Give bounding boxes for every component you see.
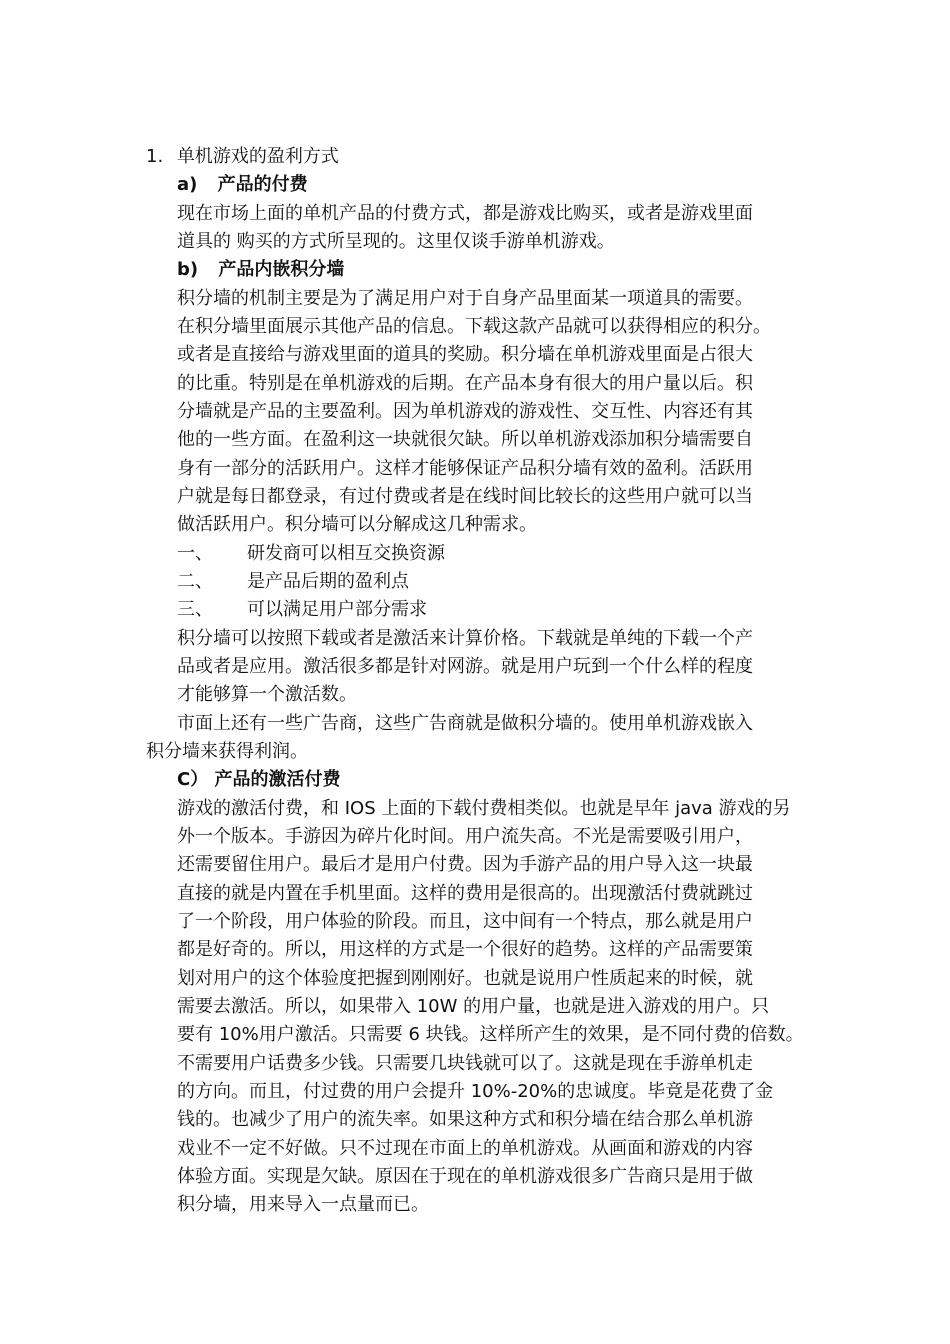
section-b-line: 他的一些方面。在盈利这一块就很欠缺。所以单机游戏添加积分墙需要自 [177, 429, 753, 450]
section-b-line: 身有一部分的活跃用户。这样才能够保证产品积分墙有效的盈利。活跃用 [177, 458, 753, 479]
list-marker: 一、 [177, 543, 213, 564]
section-c-line: 积分墙，用来导入一点量而已。 [177, 1194, 429, 1215]
section-c-heading [177, 766, 341, 794]
section-b-line: 户就是每日都登录，有过付费或者是在线时间比较长的这些用户就可以当 [177, 486, 753, 507]
section-c-line: 还需要留住用户。最后才是用户付费。因为手游产品的用户导入这一块最 [177, 854, 753, 875]
section-b-marker: b) [177, 259, 199, 280]
section-b-line: 积分墙的机制主要是为了满足用户对于自身产品里面某一项道具的需要。 [177, 288, 753, 309]
section-b-line: 品或者是应用。激活很多都是针对网游。就是用户玩到一个什么样的程度 [177, 656, 753, 677]
section-b-line: 分墙就是产品的主要盈利。因为单机游戏的游戏性、交互性、内容还有其 [177, 401, 753, 422]
section-c-line: 划对用户的这个体验度把握到刚刚好。也就是说用户性质起来的时候，就 [177, 968, 753, 989]
section-c-line: 需要去激活。所以，如果带入 10W 的用户量，也就是进入游戏的用户。只 [177, 996, 770, 1017]
section-c-title: 产品的激活付费 [214, 769, 341, 790]
list-item [177, 540, 445, 568]
section-c-line: 外一个版本。手游因为碎片化时间。用户流失高。不光是需要吸引用户， [177, 826, 753, 847]
section-a-line: 道具的 购买的方式所呈现的。这里仅谈手游单机游戏。 [177, 231, 615, 252]
section-c-line: 直接的就是内置在手机里面。这样的费用是很高的。出现激活付费就跳过 [177, 883, 753, 904]
section-a-line: 现在市场上面的单机产品的付费方式，都是游戏比购买，或者是游戏里面 [177, 203, 753, 224]
section-a-marker: a) [177, 174, 198, 195]
section-c-line: 不需要用户话费多少钱。只需要几块钱就可以了。这就是现在手游单机走 [177, 1053, 753, 1074]
list-item [177, 596, 427, 624]
section-b-title: 产品内嵌积分墙 [218, 259, 345, 280]
list-text: 是产品后期的盈利点 [247, 571, 409, 592]
section-c-marker: C） [177, 769, 209, 790]
section-c-line: 戏业不一定不好做。只不过现在市面上的单机游戏。从画面和游戏的内容 [177, 1138, 753, 1159]
section-c-line: 的方向。而且，付过费的用户会提升 10%-20%的忠诚度。毕竟是花费了金 [177, 1081, 774, 1102]
section-b-paragraph-line: 积分墙来获得利润。 [146, 741, 308, 762]
section-a-title: 产品的付费 [217, 174, 308, 195]
section-b-line: 在积分墙里面展示其他产品的信息。下载这款产品就可以获得相应的积分。 [177, 316, 771, 337]
list-item [177, 568, 409, 596]
section-c-line: 了一个阶段，用户体验的阶段。而且，这中间有一个特点，那么就是用户 [177, 911, 753, 932]
section-c-line: 体验方面。实现是欠缺。原因在于现在的单机游戏很多广告商只是用于做 [177, 1166, 753, 1187]
section-b-line: 或者是直接给与游戏里面的道具的奖励。积分墙在单机游戏里面是占很大 [177, 344, 753, 365]
section-c-line: 游戏的激活付费，和 IOS 上面的下载付费相类似。也就是早年 java 游戏的另 [177, 798, 791, 819]
heading-number: 1. [146, 146, 164, 167]
section-b-line: 积分墙可以按照下载或者是激活来计算价格。下载就是单纯的下载一个产 [177, 628, 753, 649]
list-marker: 三、 [177, 599, 213, 620]
section-b-line: 做活跃用户。积分墙可以分解成这几种需求。 [177, 514, 537, 535]
heading-line [146, 143, 339, 171]
section-c-line: 钱的。也减少了用户的流失率。如果这种方式和积分墙在结合那么单机游 [177, 1109, 753, 1130]
section-a-heading [177, 171, 308, 199]
section-b-heading [177, 256, 344, 284]
section-c-line: 都是好奇的。所以，用这样的方式是一个很好的趋势。这样的产品需要策 [177, 939, 753, 960]
section-b-paragraph-line: 市面上还有一些广告商，这些广告商就是做积分墙的。使用单机游戏嵌入 [177, 713, 753, 734]
section-b-line: 才能够算一个激活数。 [177, 684, 357, 705]
list-marker: 二、 [177, 571, 213, 592]
list-text: 可以满足用户部分需求 [247, 599, 427, 620]
section-b-line: 的比重。特别是在单机游戏的后期。在产品本身有很大的用户量以后。积 [177, 373, 753, 394]
list-text: 研发商可以相互交换资源 [247, 543, 445, 564]
heading-title: 单机游戏的盈利方式 [176, 146, 339, 167]
section-c-line: 要有 10%用户激活。只需要 6 块钱。这样所产生的效果，是不同付费的倍数。 [177, 1024, 804, 1045]
